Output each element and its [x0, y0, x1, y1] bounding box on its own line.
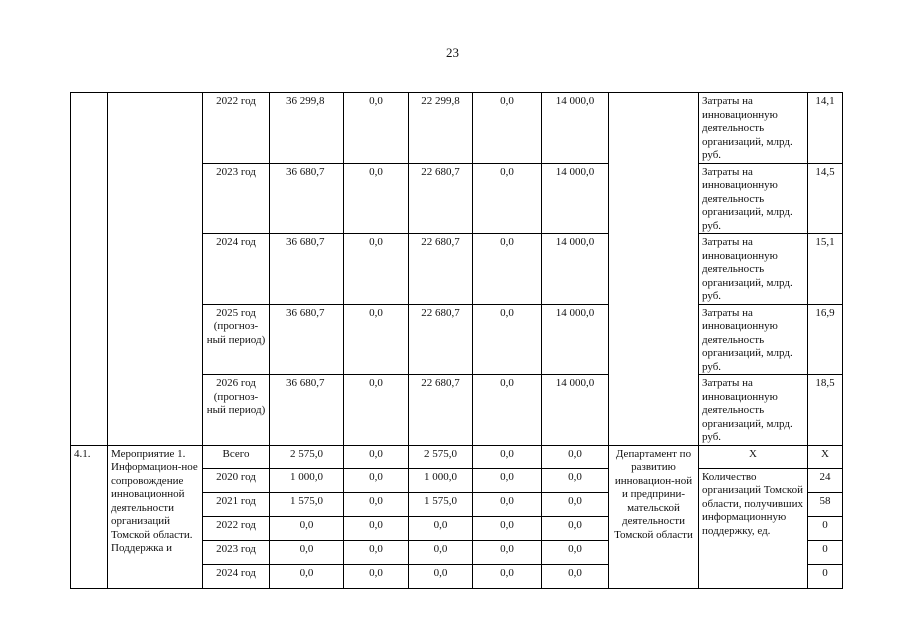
year-cell: 2025 год (прогноз-ный период)	[203, 304, 270, 375]
name-cell-empty	[108, 93, 203, 446]
other-cell: 0,0	[542, 564, 609, 588]
other-cell: 14 000,0	[542, 304, 609, 375]
indicator-value-cell: 18,5	[808, 375, 843, 446]
local-cell: 0,0	[473, 304, 542, 375]
local-cell: 0,0	[473, 492, 542, 516]
year-cell: 2023 год	[203, 540, 270, 564]
total-cell: 36 680,7	[270, 163, 344, 234]
total-cell: 1 000,0	[270, 468, 344, 492]
regional-cell: 1 000,0	[409, 468, 473, 492]
federal-cell: 0,0	[344, 445, 409, 468]
total-cell: 0,0	[270, 564, 344, 588]
section-number: 4.1.	[71, 445, 108, 588]
other-cell: 0,0	[542, 468, 609, 492]
regional-cell: 0,0	[409, 564, 473, 588]
local-cell: 0,0	[473, 540, 542, 564]
table-row	[71, 93, 843, 164]
indicator-cell: Количество организаций Томской области, получивших информационную поддержку, ед.	[699, 468, 808, 588]
federal-cell: 0,0	[344, 516, 409, 540]
executor-cell-empty	[609, 93, 699, 446]
indicator-value-cell: 0	[808, 540, 843, 564]
year-cell: 2024 год	[203, 564, 270, 588]
executor-cell: Департамент по развитию инновацион-ной и предприни-мательской деятельности Томской области	[609, 445, 699, 588]
year-cell: 2021 год	[203, 492, 270, 516]
local-cell: 0,0	[473, 445, 542, 468]
budget-table	[70, 92, 843, 589]
federal-cell: 0,0	[344, 375, 409, 446]
indicator-cell: Затраты на инновационную деятельность организаций, млрд. руб.	[699, 163, 808, 234]
indicator-value-cell: 24	[808, 468, 843, 492]
section-name: Мероприятие 1. Информацион-ное сопровождение инновационной деятельности организаций Томской области. Поддержка и	[108, 445, 203, 588]
total-cell: 1 575,0	[270, 492, 344, 516]
page-number: 23	[446, 45, 459, 60]
regional-cell: 22 680,7	[409, 304, 473, 375]
other-cell: 14 000,0	[542, 93, 609, 164]
other-cell: 0,0	[542, 516, 609, 540]
indicator-value-cell: 16,9	[808, 304, 843, 375]
federal-cell: 0,0	[344, 492, 409, 516]
federal-cell: 0,0	[344, 163, 409, 234]
local-cell: 0,0	[473, 234, 542, 305]
indicator-value-cell: Х	[808, 445, 843, 468]
regional-cell: 22 680,7	[409, 234, 473, 305]
regional-cell: 22 299,8	[409, 93, 473, 164]
local-cell: 0,0	[473, 564, 542, 588]
other-cell: 14 000,0	[542, 234, 609, 305]
local-cell: 0,0	[473, 375, 542, 446]
other-cell: 0,0	[542, 445, 609, 468]
federal-cell: 0,0	[344, 304, 409, 375]
indicator-cell: Затраты на инновационную деятельность организаций, млрд. руб.	[699, 93, 808, 164]
year-cell: 2020 год	[203, 468, 270, 492]
indicator-value-cell: 58	[808, 492, 843, 516]
year-cell: 2022 год	[203, 93, 270, 164]
indicator-value-cell: 0	[808, 516, 843, 540]
federal-cell: 0,0	[344, 564, 409, 588]
indicator-cell: Затраты на инновационную деятельность организаций, млрд. руб.	[699, 304, 808, 375]
indicator-value-cell: 0	[808, 564, 843, 588]
indicator-value-cell: 15,1	[808, 234, 843, 305]
local-cell: 0,0	[473, 516, 542, 540]
other-cell: 0,0	[542, 492, 609, 516]
regional-cell: 0,0	[409, 516, 473, 540]
total-cell: 0,0	[270, 540, 344, 564]
year-cell: Всего	[203, 445, 270, 468]
other-cell: 0,0	[542, 540, 609, 564]
indicator-cell: Затраты на инновационную деятельность организаций, млрд. руб.	[699, 234, 808, 305]
local-cell: 0,0	[473, 163, 542, 234]
total-cell: 36 680,7	[270, 234, 344, 305]
total-cell: 36 680,7	[270, 375, 344, 446]
indicator-value-cell: 14,5	[808, 163, 843, 234]
total-cell: 0,0	[270, 516, 344, 540]
indicator-cell: Затраты на инновационную деятельность организаций, млрд. руб.	[699, 375, 808, 446]
table-row	[71, 445, 843, 468]
federal-cell: 0,0	[344, 468, 409, 492]
local-cell: 0,0	[473, 468, 542, 492]
indicator-cell: Х	[699, 445, 808, 468]
total-cell: 36 680,7	[270, 304, 344, 375]
year-cell: 2026 год (прогноз-ный период)	[203, 375, 270, 446]
federal-cell: 0,0	[344, 540, 409, 564]
year-cell: 2024 год	[203, 234, 270, 305]
number-cell-empty	[71, 93, 108, 446]
regional-cell: 22 680,7	[409, 375, 473, 446]
indicator-value-cell: 14,1	[808, 93, 843, 164]
federal-cell: 0,0	[344, 93, 409, 164]
other-cell: 14 000,0	[542, 163, 609, 234]
other-cell: 14 000,0	[542, 375, 609, 446]
total-cell: 36 299,8	[270, 93, 344, 164]
regional-cell: 1 575,0	[409, 492, 473, 516]
regional-cell: 0,0	[409, 540, 473, 564]
year-cell: 2023 год	[203, 163, 270, 234]
local-cell: 0,0	[473, 93, 542, 164]
regional-cell: 22 680,7	[409, 163, 473, 234]
federal-cell: 0,0	[344, 234, 409, 305]
regional-cell: 2 575,0	[409, 445, 473, 468]
year-cell: 2022 год	[203, 516, 270, 540]
total-cell: 2 575,0	[270, 445, 344, 468]
